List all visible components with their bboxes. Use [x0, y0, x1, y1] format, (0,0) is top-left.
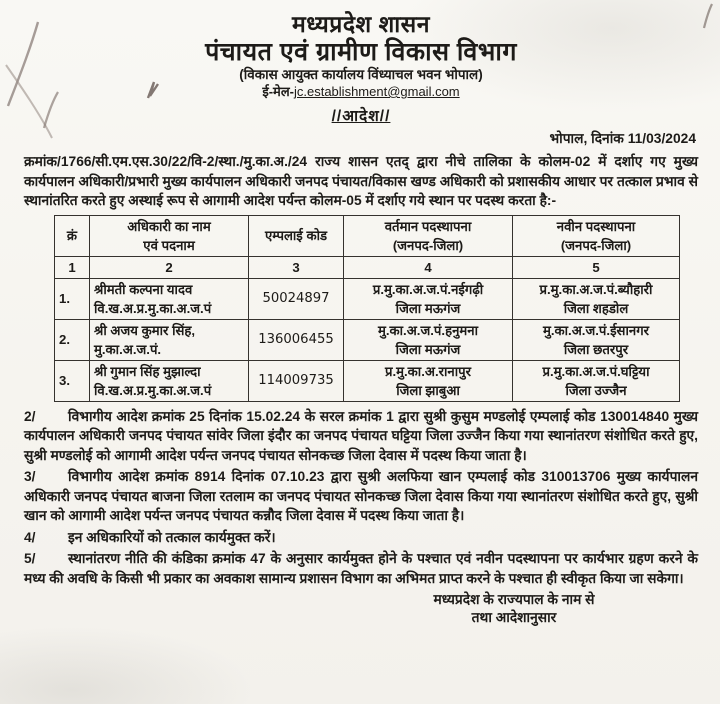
government-title: मध्यप्रदेश शासन — [292, 11, 430, 37]
order-heading: //आदेश// — [331, 108, 391, 125]
officer-name-cell — [90, 319, 249, 360]
signature-line-1: मध्यप्रदेश के राज्यपाल के नाम से — [433, 592, 595, 607]
new-posting-cell: प्र.मु.का.अ.ज.पं.घट्टिया जिला उज्जैन — [513, 360, 680, 401]
new-posting-cell: प्र.मु.का.अ.ज.पं.ब्यौहारी जिला शहडोल — [513, 278, 680, 319]
column-header-serial: क्रं — [55, 215, 90, 256]
officer-designation: मु.का.अ.ज.पं. — [94, 341, 162, 357]
table-header-row — [55, 215, 680, 256]
numbered-paragraph-2 — [24, 407, 698, 466]
serial-number: 1. — [55, 278, 90, 319]
officer-name: श्री गुमान सिंह मुझाल्दा — [94, 363, 201, 379]
officer-designation: वि.ख.अ.प्र.मु.का.अ.ज.पं — [94, 382, 212, 398]
office-subtitle: (विकास आयुक्त कार्यालय विंध्याचल भवन भोपाल) — [239, 67, 483, 82]
employee-code: 50024897 — [249, 278, 344, 319]
column-index-row: 1 2 3 4 5 — [55, 256, 680, 278]
signature-line-2: तथा आदेशानुसार — [471, 610, 557, 625]
new-posting-cell: मु.का.अ.ज.पं.ईसानगर जिला छतरपुर — [513, 319, 680, 360]
paragraph-number: 3/ — [24, 469, 36, 484]
paragraph-text: इन अधिकारियों को तत्काल कार्यमुक्त करें। — [68, 529, 276, 545]
officer-designation: वि.ख.अ.प्र.मु.का.अ.ज.पं — [94, 300, 212, 316]
current-posting-cell: मु.का.अ.ज.पं.हनुमना जिला मऊगंज — [344, 319, 513, 360]
paragraph-text: विभागीय आदेश क्रमांक 8914 दिनांक 07.10.23 द्वारा सुश्री अलफिया खान एम्पलाई कोड 310013706 मुख्य कार्यपालन अधिकारी जनपद पंचायत बाजना जिला रतलाम का जनपद पंचायत सोनकच्छ जिला देवास किया गया स्थानांतरण संशोधित करते हुए, सुश्री खान को आगामी आदेश पर्यन्त जनपद पंचायत कन्नौद जिला देवास में पदस्थ किया जाता है। — [24, 469, 698, 523]
email-line — [24, 83, 698, 100]
officer-name-cell — [90, 278, 249, 319]
table-row — [55, 319, 680, 360]
officer-name-cell — [90, 360, 249, 401]
column-header-new-posting: नवीन पदस्थापना (जनपद-जिला) — [513, 215, 680, 256]
table-row — [55, 360, 680, 401]
employee-code: 136006455 — [249, 319, 344, 360]
signature-block — [364, 591, 664, 627]
paragraph-text: विभागीय आदेश क्रमांक 25 दिनांक 15.02.24 के सरल क्रमांक 1 द्वारा सुश्री कुसुम मण्डलोई एम्पलाई कोड 130014840 मुख्य कार्यपालन अधिकारी जनपद पंचायत सांवेर जिला इंदौर का जनपद पंचायत घट्टिया जिला उज्जैन किया गया स्थानांतरण संशोधित करते हुए, सुश्री मण्डलोई को आगामी आदेश पर्यन्त जनपद पंचायत सोनकच्छ जिला देवास में पदस्थ किया जाता है। — [24, 408, 698, 463]
intro-paragraph: क्रमांक/1766/सी.एम.एस.30/22/वि-2/स्था./मु.का.अ./24 राज्य शासन एतद् द्वारा नीचे तालिका के कोलम-02 में दर्शाए गए मुख्य कार्यपालन अधिकारी/प्रभारी मुख्य कार्यपालन अधिकारी जनपद पंचायत/विकास खण्ड अधिकारी को प्रशासकीय आधार पर तत्काल प्रभाव से स्थानांतरित करते हुए अस्थाई रूप से आगामी आदेश पर्यन्त कोलम-05 में दर्शाए गये स्थान पर पदस्थ करता है:- — [24, 154, 698, 208]
department-title: पंचायत एवं ग्रामीण विकास विभाग — [205, 38, 517, 66]
serial-number: 2. — [55, 319, 90, 360]
transfer-table — [54, 215, 680, 402]
current-posting-cell: प्र.मु.का.अ.रानापुर जिला झाबुआ — [344, 360, 513, 401]
email-address: jc.establishment@gmail.com — [293, 84, 460, 99]
paragraph-text: स्थानांतरण नीति की कंडिका क्रमांक 47 के अनुसार कार्यमुक्त होने के पश्चात एवं नवीन पदस्थापना पर कार्यभार ग्रहण करने के मध्य की अवधि के किसी भी प्रकार का अवकाश सामान्य प्रशासन विभाग का अभिमत प्राप्त करने के पश्चात ही स्वीकृत किया जा सकेगा। — [24, 551, 698, 586]
numbered-paragraph-4 — [24, 528, 698, 548]
officer-name: श्रीमती कल्पना यादव — [94, 281, 193, 297]
current-posting-cell: प्र.मु.का.अ.ज.पं.नईगढ़ी जिला मऊगंज — [344, 278, 513, 319]
numbered-paragraph-5 — [24, 549, 698, 588]
column-header-officer-name: अधिकारी का नाम एवं पदनाम — [90, 215, 249, 256]
dateline: भोपाल, दिनांक 11/03/2024 — [549, 131, 696, 146]
paragraph-number: 2/ — [24, 408, 36, 424]
officer-name: श्री अजय कुमार सिंह, — [94, 322, 196, 338]
column-header-current-posting: वर्तमान पदस्थापना (जनपद-जिला) — [344, 215, 513, 256]
email-label: ई-मेल- — [262, 84, 294, 99]
paragraph-number: 4/ — [24, 529, 36, 545]
employee-code: 114009735 — [249, 360, 344, 401]
serial-number: 3. — [55, 360, 90, 401]
table-row — [55, 278, 680, 319]
column-header-employee-code: एम्पलाई कोड — [249, 215, 344, 256]
numbered-paragraph-3 — [24, 467, 698, 526]
paragraph-number: 5/ — [24, 551, 36, 566]
